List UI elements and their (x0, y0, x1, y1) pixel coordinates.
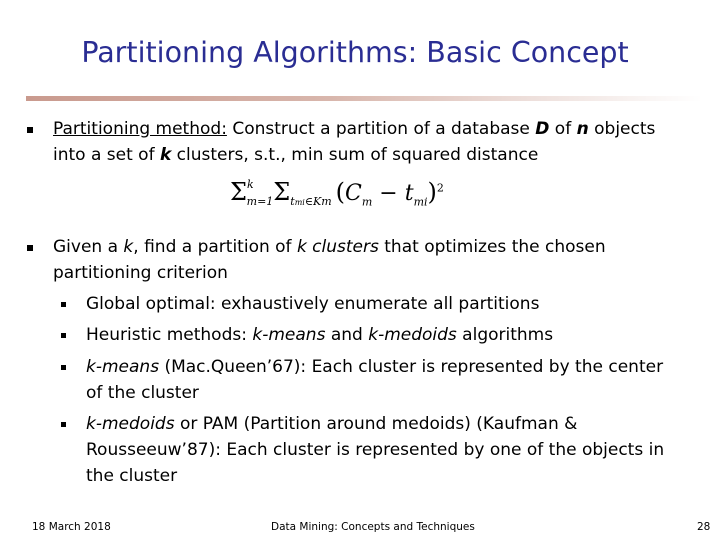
partitioning-method-label: Partitioning method: (53, 119, 227, 139)
sub-bullet-marker (61, 302, 66, 307)
bullet-partitioning-method-line2: into a set of k clusters, s.t., min sum of squared distance (53, 145, 539, 165)
sub-bullet-marker (61, 422, 66, 427)
sub-bullet-kmedoids-line1: k-medoids or PAM (Partition around medoids) (Kaufman & (86, 414, 578, 434)
bullet-given-k-line2: partitioning criterion (53, 263, 228, 283)
sub-bullet-marker (61, 333, 66, 338)
bullet-marker (27, 127, 33, 133)
footer-course-title: Data Mining: Concepts and Techniques (271, 521, 475, 533)
sub-bullet-global-optimal: Global optimal: exhaustively enumerate all partitions (86, 294, 540, 314)
bullet-given-k-line1: Given a k, find a partition of k clusters that optimizes the chosen (53, 237, 606, 257)
sub-bullet-kmedoids-line3: the cluster (86, 466, 178, 486)
bullet-partitioning-method-line1: Partitioning method: Construct a partition of a database D of n objects (53, 119, 656, 139)
sub-bullet-heuristic-methods: Heuristic methods: k-means and k-medoids algorithms (86, 325, 554, 345)
sub-bullet-marker (61, 365, 66, 370)
sub-bullet-kmeans-line2: of the cluster (86, 383, 199, 403)
sub-bullet-kmeans-line1: k-means (Mac.Queen’67): Each cluster is represented by the center (86, 357, 664, 377)
footer-date: 18 March 2018 (32, 521, 111, 533)
squared-distance-formula: $\Sigma^k_{m=1}\Sigma_{tmi\in Km}$ $(C_m - t_{mi})^2$ (230, 177, 444, 209)
footer-page-number: 28 (697, 521, 711, 533)
title-divider (26, 96, 702, 101)
bullet-marker (27, 245, 33, 251)
sub-bullet-kmedoids-line2: Rousseeuw’87): Each cluster is represented by one of the objects in (86, 440, 665, 460)
slide-title: Partitioning Algorithms: Basic Concept (81, 36, 629, 69)
